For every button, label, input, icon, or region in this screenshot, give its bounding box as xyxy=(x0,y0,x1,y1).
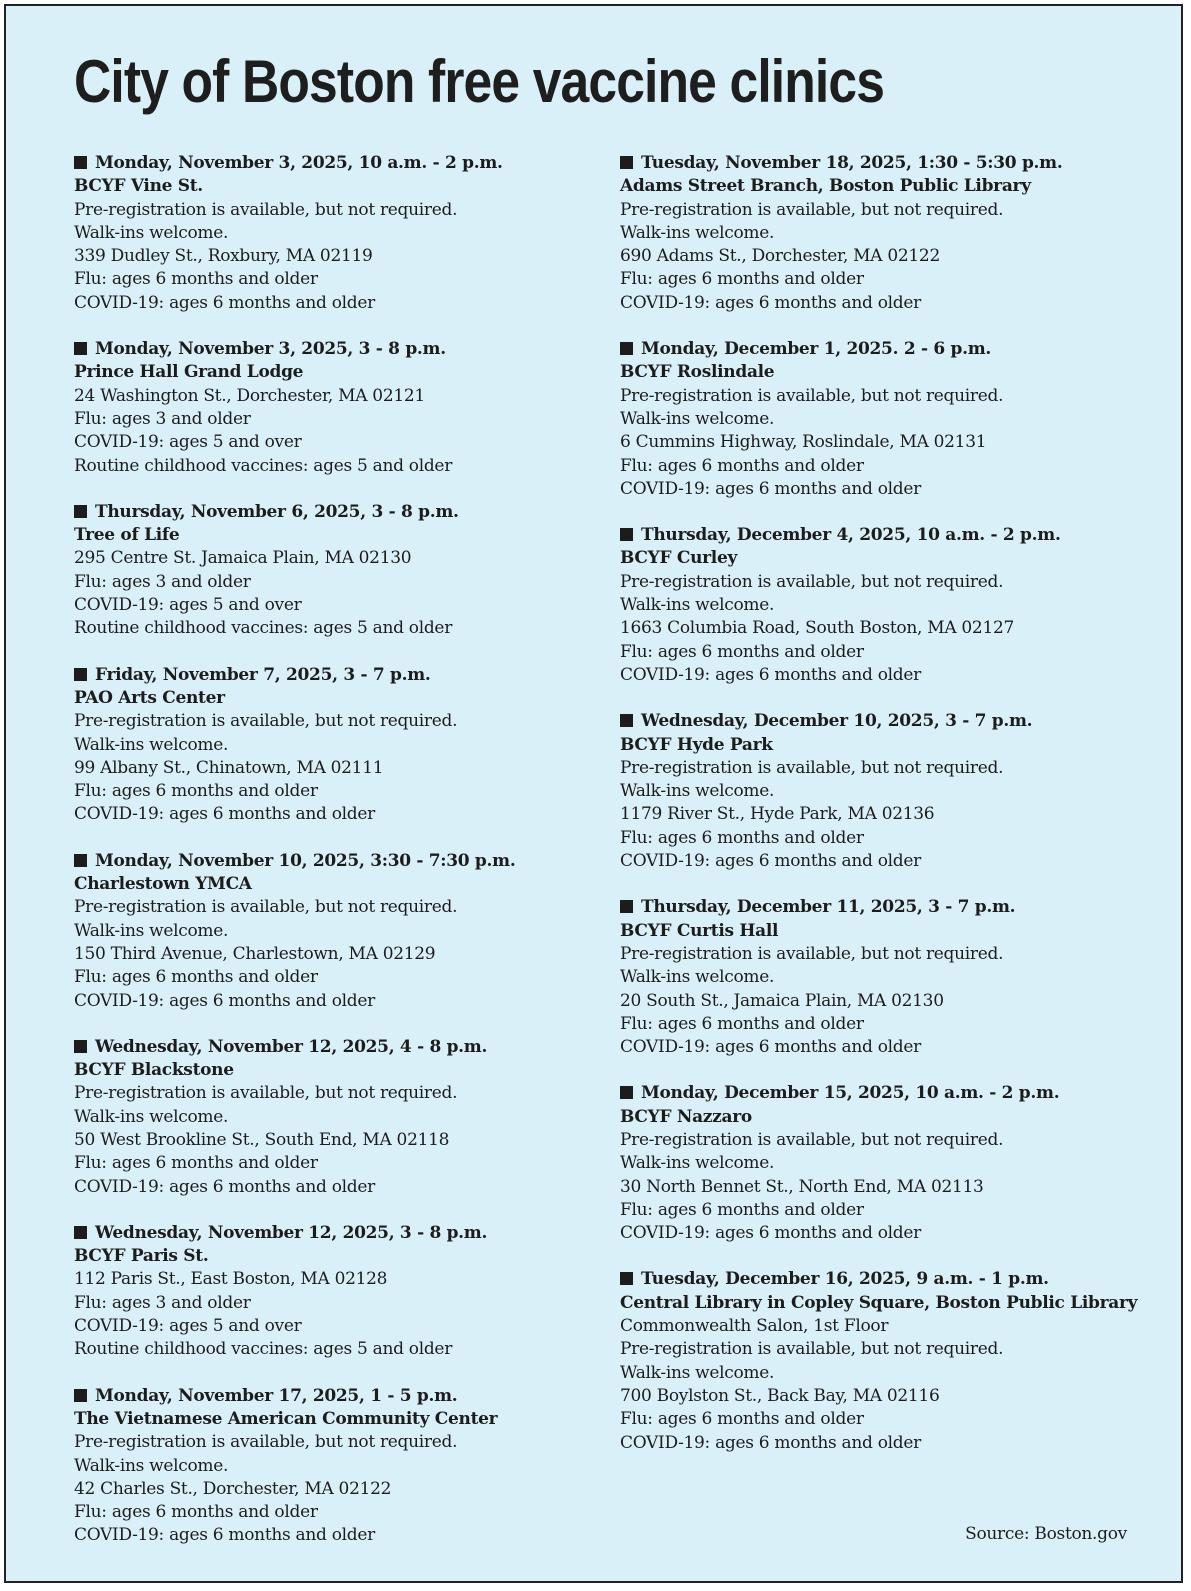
left-column xyxy=(74,152,594,1571)
source-credit: Source: Boston.gov xyxy=(965,1524,1127,1544)
clinic-date: Monday, December 1, 2025. 2 - 6 p.m. xyxy=(620,338,1160,361)
clinic-entry xyxy=(74,338,594,478)
clinic-date: Thursday, November 6, 2025, 3 - 8 p.m. xyxy=(74,501,594,524)
square-bullet-icon xyxy=(620,156,633,169)
clinic-detail: Walk-ins welcome. xyxy=(620,595,775,616)
clinic-entry xyxy=(620,152,1160,315)
clinic-detail: Flu: ages 6 months and older xyxy=(74,967,318,988)
clinic-detail: Pre-registration is available, but not required. xyxy=(74,897,458,918)
clinic-date: Wednesday, December 10, 2025, 3 - 7 p.m. xyxy=(620,710,1160,733)
clinic-entry xyxy=(620,524,1160,687)
clinic-entry xyxy=(74,664,594,827)
clinic-detail: Pre-registration is available, but not required. xyxy=(620,571,1004,592)
clinic-detail: Walk-ins welcome. xyxy=(74,734,229,755)
square-bullet-icon xyxy=(74,1389,87,1402)
clinic-venue: Tree of Life xyxy=(74,525,180,546)
clinic-detail: Walk-ins welcome. xyxy=(74,222,229,243)
clinic-detail: COVID-19: ages 6 months and older xyxy=(620,851,921,872)
clinic-venue: BCYF Curley xyxy=(620,548,738,569)
clinic-detail: 295 Centre St. Jamaica Plain, MA 02130 xyxy=(74,548,412,569)
clinic-detail: 42 Charles St., Dorchester, MA 02122 xyxy=(74,1478,392,1499)
clinic-detail: Flu: ages 6 months and older xyxy=(620,1013,864,1034)
square-bullet-icon xyxy=(74,156,87,169)
clinic-entry xyxy=(74,152,594,315)
clinic-venue: BCYF Curtis Hall xyxy=(620,920,779,941)
clinic-entry xyxy=(74,1036,594,1199)
square-bullet-icon xyxy=(620,342,633,355)
clinic-detail: 20 South St., Jamaica Plain, MA 02130 xyxy=(620,990,944,1011)
clinic-detail: 1179 River St., Hyde Park, MA 02136 xyxy=(620,804,935,825)
clinic-detail: Routine childhood vaccines: ages 5 and older xyxy=(74,618,453,639)
clinic-detail: COVID-19: ages 6 months and older xyxy=(74,804,375,825)
clinic-detail: COVID-19: ages 6 months and older xyxy=(74,292,375,313)
right-column xyxy=(620,152,1160,1478)
clinic-detail: Pre-registration is available, but not required. xyxy=(620,199,1004,220)
clinic-detail: Walk-ins welcome. xyxy=(620,222,775,243)
clinic-date: Friday, November 7, 2025, 3 - 7 p.m. xyxy=(74,664,594,687)
clinic-detail: Walk-ins welcome. xyxy=(74,920,229,941)
square-bullet-icon xyxy=(620,528,633,541)
clinic-detail: 339 Dudley St., Roxbury, MA 02119 xyxy=(74,246,373,267)
clinic-detail: Walk-ins welcome. xyxy=(620,408,775,429)
clinic-entry xyxy=(74,1385,594,1548)
clinic-detail: 24 Washington St., Dorchester, MA 02121 xyxy=(74,385,425,406)
clinic-detail: 700 Boylston St., Back Bay, MA 02116 xyxy=(620,1385,940,1406)
clinic-entry xyxy=(74,501,594,641)
page-title: City of Boston free vaccine clinics xyxy=(74,48,885,115)
clinic-detail: Flu: ages 6 months and older xyxy=(74,1153,318,1174)
clinic-detail: Walk-ins welcome. xyxy=(620,781,775,802)
clinic-venue: Prince Hall Grand Lodge xyxy=(74,362,304,383)
clinic-detail: COVID-19: ages 6 months and older xyxy=(74,1176,375,1197)
clinic-detail: Pre-registration is available, but not required. xyxy=(74,1432,458,1453)
clinic-detail: COVID-19: ages 6 months and older xyxy=(620,1037,921,1058)
clinic-detail: COVID-19: ages 5 and over xyxy=(74,432,302,453)
clinic-detail: Pre-registration is available, but not required. xyxy=(74,199,458,220)
clinic-venue: The Vietnamese American Community Center xyxy=(74,1408,498,1429)
clinic-detail: COVID-19: ages 6 months and older xyxy=(74,990,375,1011)
clinic-detail: Pre-registration is available, but not required. xyxy=(620,1339,1004,1360)
clinic-entry xyxy=(74,1222,594,1362)
clinic-date: Monday, November 3, 2025, 10 a.m. - 2 p.m. xyxy=(74,152,594,175)
clinic-detail: 30 North Bennet St., North End, MA 02113 xyxy=(620,1176,984,1197)
clinic-venue: BCYF Hyde Park xyxy=(620,734,773,755)
clinic-detail: 6 Cummins Highway, Roslindale, MA 02131 xyxy=(620,432,987,453)
clinic-venue: PAO Arts Center xyxy=(74,687,225,708)
clinic-venue: BCYF Roslindale xyxy=(620,362,775,383)
clinic-detail: Flu: ages 3 and older xyxy=(74,408,251,429)
clinic-detail: Flu: ages 6 months and older xyxy=(620,269,864,290)
clinic-detail: Flu: ages 6 months and older xyxy=(620,827,864,848)
clinic-detail: Flu: ages 6 months and older xyxy=(620,1409,864,1430)
clinic-date: Monday, November 3, 2025, 3 - 8 p.m. xyxy=(74,338,594,361)
clinic-detail: Walk-ins welcome. xyxy=(620,967,775,988)
clinic-detail: Flu: ages 6 months and older xyxy=(74,269,318,290)
clinic-venue: BCYF Nazzaro xyxy=(620,1106,752,1127)
clinic-list-panel xyxy=(4,4,1183,1583)
clinic-detail: COVID-19: ages 5 and over xyxy=(74,1316,302,1337)
clinic-detail: COVID-19: ages 6 months and older xyxy=(620,292,921,313)
square-bullet-icon xyxy=(74,668,87,681)
clinic-date: Tuesday, December 16, 2025, 9 a.m. - 1 p.m. xyxy=(620,1268,1160,1291)
clinic-detail: Walk-ins welcome. xyxy=(620,1153,775,1174)
clinic-date: Wednesday, November 12, 2025, 3 - 8 p.m. xyxy=(74,1222,594,1245)
square-bullet-icon xyxy=(74,854,87,867)
clinic-venue: BCYF Paris St. xyxy=(74,1246,209,1267)
square-bullet-icon xyxy=(620,900,633,913)
clinic-detail: Pre-registration is available, but not required. xyxy=(620,1129,1004,1150)
square-bullet-icon xyxy=(620,1272,633,1285)
clinic-detail: Walk-ins welcome. xyxy=(74,1455,229,1476)
clinic-date: Thursday, December 11, 2025, 3 - 7 p.m. xyxy=(620,896,1160,919)
clinic-venue: Central Library in Copley Square, Boston Public Library xyxy=(620,1292,1138,1313)
clinic-detail: 99 Albany St., Chinatown, MA 02111 xyxy=(74,757,384,778)
clinic-detail: COVID-19: ages 5 and over xyxy=(74,595,302,616)
clinic-detail: 150 Third Avenue, Charlestown, MA 02129 xyxy=(74,943,436,964)
clinic-detail: Routine childhood vaccines: ages 5 and older xyxy=(74,1339,453,1360)
clinic-detail: Flu: ages 6 months and older xyxy=(620,455,864,476)
clinic-venue: BCYF Vine St. xyxy=(74,176,203,197)
clinic-detail: COVID-19: ages 6 months and older xyxy=(74,1525,375,1546)
clinic-detail: Flu: ages 3 and older xyxy=(74,571,251,592)
square-bullet-icon xyxy=(620,714,633,727)
clinic-detail: Pre-registration is available, but not required. xyxy=(620,943,1004,964)
clinic-detail: COVID-19: ages 6 months and older xyxy=(620,664,921,685)
clinic-detail: Walk-ins welcome. xyxy=(74,1106,229,1127)
clinic-detail: Walk-ins welcome. xyxy=(620,1362,775,1383)
clinic-venue: Adams Street Branch, Boston Public Library xyxy=(620,176,1031,197)
clinic-detail: COVID-19: ages 6 months and older xyxy=(620,1223,921,1244)
clinic-detail: Commonwealth Salon, 1st Floor xyxy=(620,1316,889,1337)
clinic-detail: Flu: ages 3 and older xyxy=(74,1292,251,1313)
clinic-detail: Flu: ages 6 months and older xyxy=(620,1199,864,1220)
clinic-detail: Pre-registration is available, but not required. xyxy=(620,385,1004,406)
clinic-detail: 690 Adams St., Dorchester, MA 02122 xyxy=(620,246,940,267)
clinic-venue: BCYF Blackstone xyxy=(74,1060,234,1081)
square-bullet-icon xyxy=(74,1040,87,1053)
square-bullet-icon xyxy=(74,1226,87,1239)
square-bullet-icon xyxy=(74,342,87,355)
clinic-venue: Charlestown YMCA xyxy=(74,874,252,895)
clinic-detail: 50 West Brookline St., South End, MA 02118 xyxy=(74,1129,450,1150)
square-bullet-icon xyxy=(74,505,87,518)
clinic-detail: Flu: ages 6 months and older xyxy=(74,1502,318,1523)
clinic-detail: Flu: ages 6 months and older xyxy=(620,641,864,662)
square-bullet-icon xyxy=(620,1086,633,1099)
clinic-date: Wednesday, November 12, 2025, 4 - 8 p.m. xyxy=(74,1036,594,1059)
clinic-date: Tuesday, November 18, 2025, 1:30 - 5:30 p.m. xyxy=(620,152,1160,175)
clinic-detail: Pre-registration is available, but not required. xyxy=(74,1083,458,1104)
clinic-date: Monday, November 17, 2025, 1 - 5 p.m. xyxy=(74,1385,594,1408)
clinic-detail: Pre-registration is available, but not required. xyxy=(74,711,458,732)
clinic-date: Monday, November 10, 2025, 3:30 - 7:30 p.m. xyxy=(74,850,594,873)
clinic-entry xyxy=(74,850,594,1013)
clinic-detail: 112 Paris St., East Boston, MA 02128 xyxy=(74,1269,388,1290)
clinic-detail: Flu: ages 6 months and older xyxy=(74,781,318,802)
clinic-detail: COVID-19: ages 6 months and older xyxy=(620,478,921,499)
clinic-entry xyxy=(620,338,1160,501)
clinic-detail: Routine childhood vaccines: ages 5 and older xyxy=(74,455,453,476)
clinic-date: Thursday, December 4, 2025, 10 a.m. - 2 p.m. xyxy=(620,524,1160,547)
clinic-date: Monday, December 15, 2025, 10 a.m. - 2 p.m. xyxy=(620,1082,1160,1105)
clinic-detail: 1663 Columbia Road, South Boston, MA 02127 xyxy=(620,618,1014,639)
clinic-detail: COVID-19: ages 6 months and older xyxy=(620,1432,921,1453)
clinic-entry xyxy=(620,896,1160,1059)
clinic-entry xyxy=(620,710,1160,873)
clinic-entry xyxy=(620,1268,1160,1454)
clinic-detail: Pre-registration is available, but not required. xyxy=(620,757,1004,778)
clinic-entry xyxy=(620,1082,1160,1245)
